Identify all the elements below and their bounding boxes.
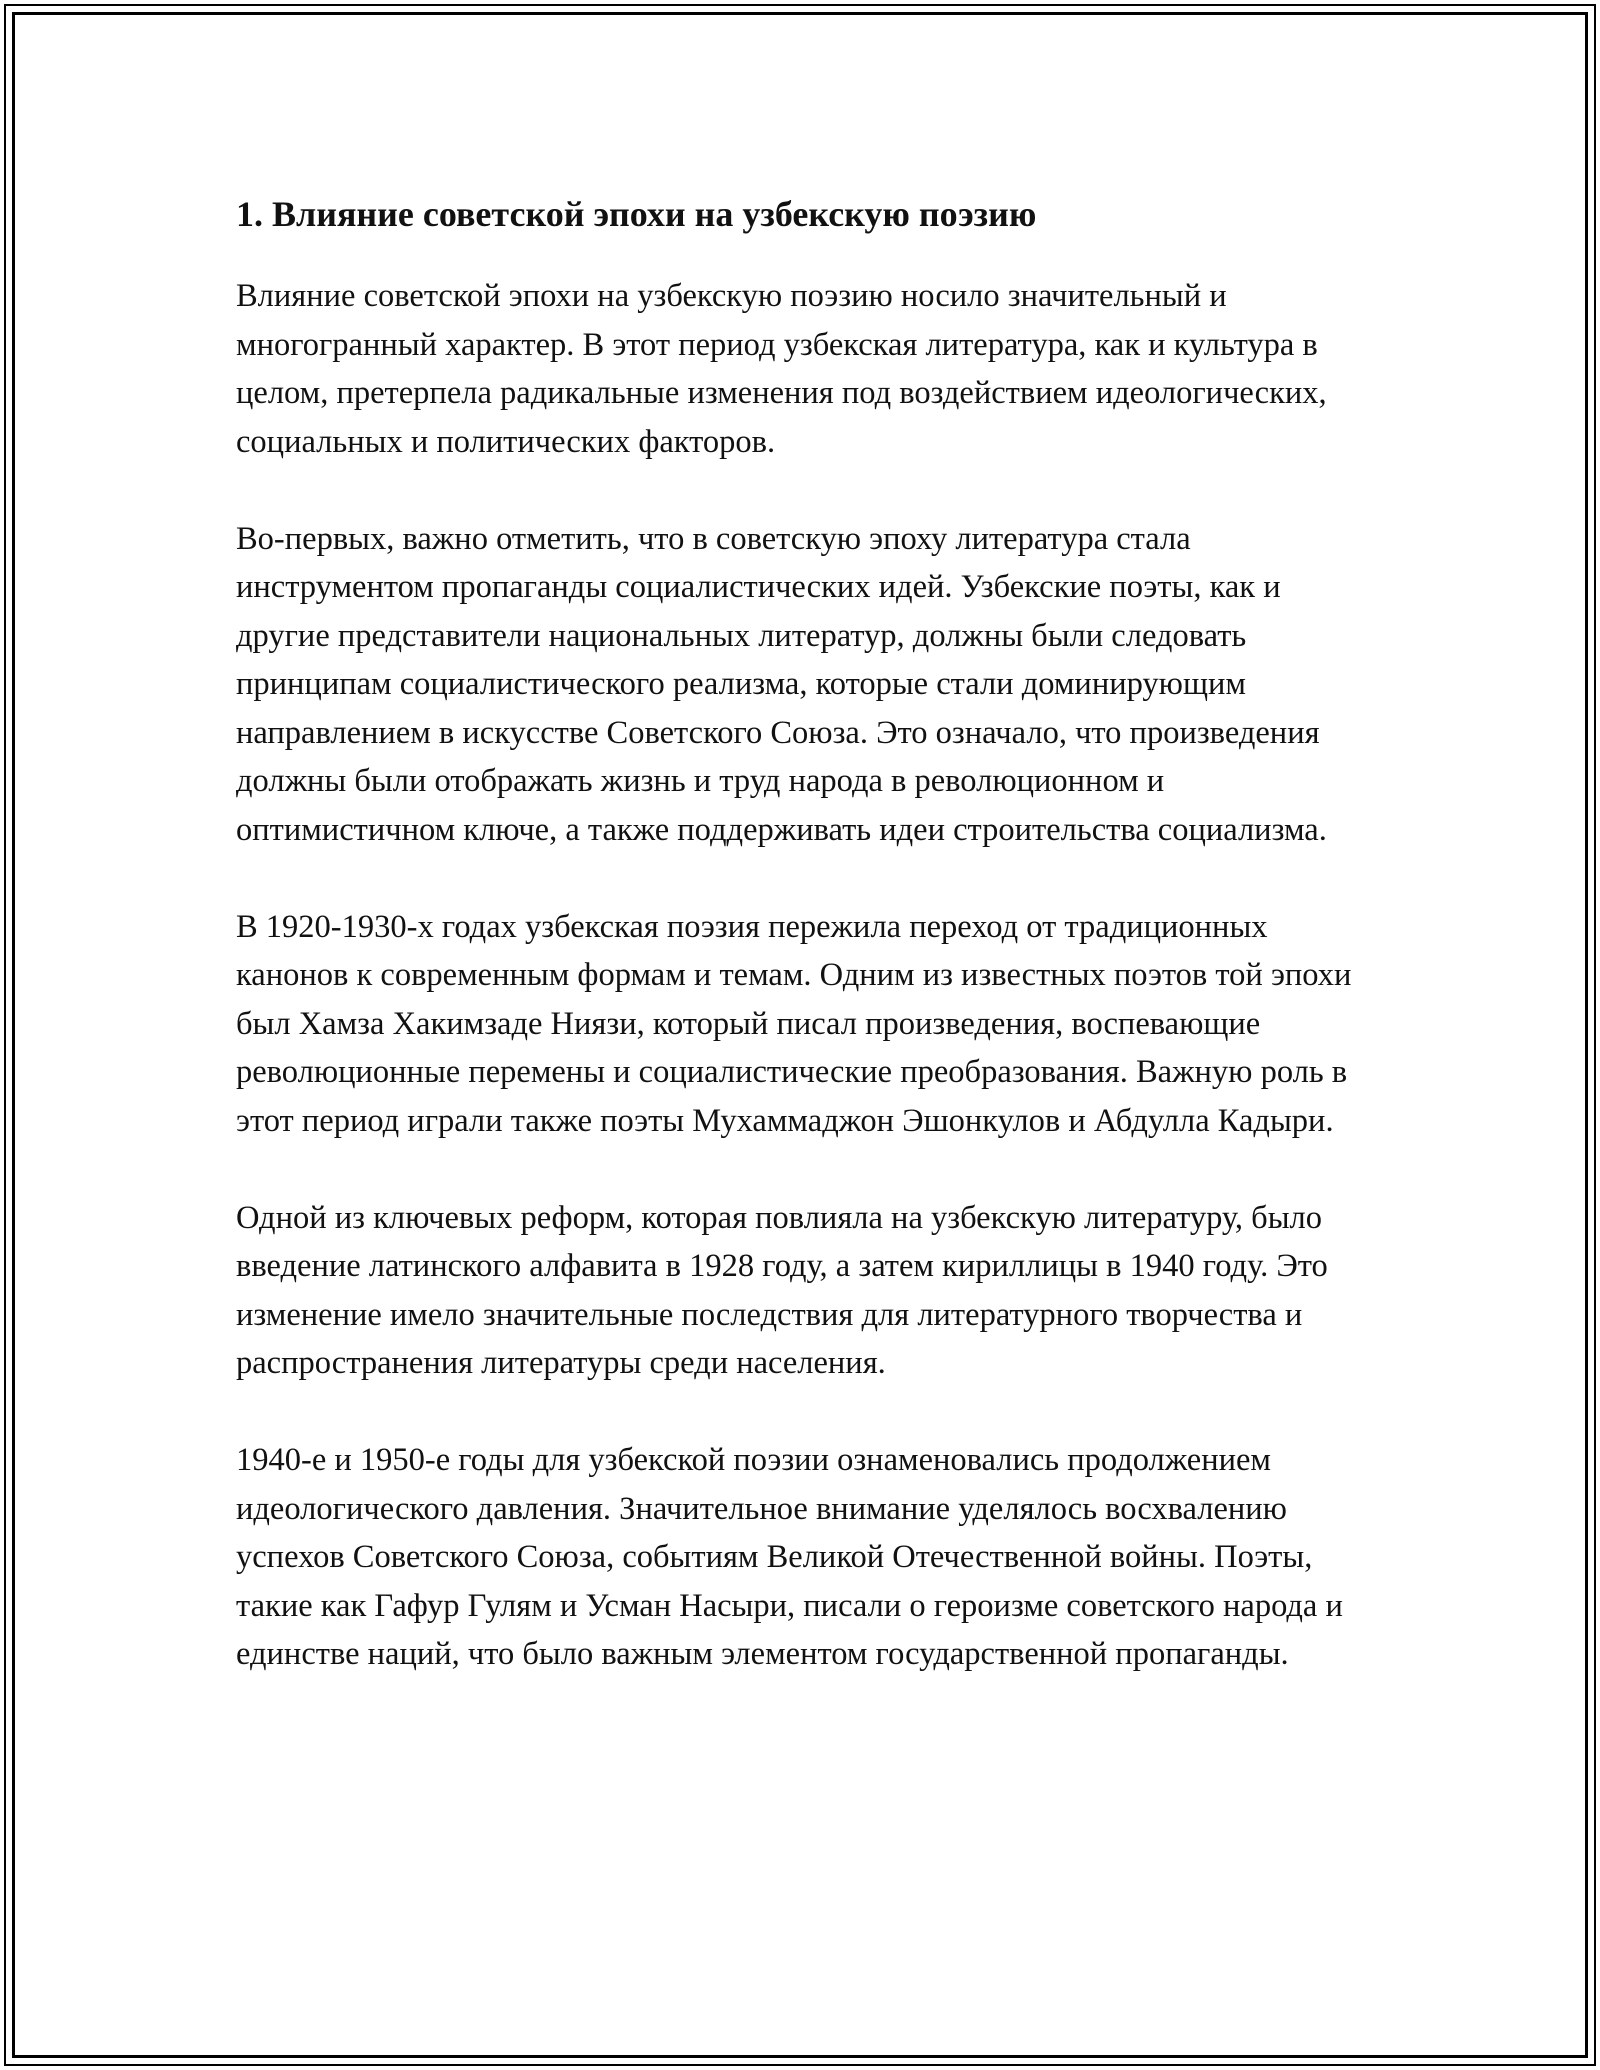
paragraph-1940s-1950s: 1940-е и 1950-е годы для узбекской поэзии ознаменовались продолжением идеологического давления. Значительное внимание уделялось восхвалению успехов Советского Союза, событиям Великой Отечественной войны. Поэты, такие как Гафур Гулям и Усман Насыри, писали о героизме советского народа и единстве наций, что было важным элементом государственной пропаганды. [236, 1442, 1343, 1672]
paragraph-soviet-influence: Влияние советской эпохи на узбекскую поэзию носило значительный и многогранный характер. В этот период узбекская литература, как и культура в целом, претерпела радикальные изменения под воздействием идеологических, социальных и политических факторов. [236, 278, 1327, 460]
section-heading: 1. Влияние советской эпохи на узбекскую поэзию [236, 194, 1037, 234]
document-body [236, 188, 1376, 1727]
paragraph-propaganda: Во-первых, важно отметить, что в советскую эпоху литература стала инструментом пропаганды социалистических идей. Узбекские поэты, как и другие представители национальных литератур, должны были следовать принципам социалистического реализма, которые стали доминирующим направлением в искусстве Советского Союза. Это означало, что произведения должны были отображать жизнь и труд народа в революционном и оптимистичном ключе, а также поддерживать идеи строительства социализма. [236, 520, 1327, 848]
paragraph-1920s-1930s: В 1920-1930-х годах узбекская поэзия пережила переход от традиционных канонов к современным формам и темам. Одним из известных поэтов той эпохи был Хамза Хакимзаде Ниязи, который писал произведения, воспевающие революционные перемены и социалистические преобразования. Важную роль в этот период играли также поэты Мухаммаджон Эшонкулов и Абдулла Кадыри. [236, 908, 1352, 1139]
paragraph-alphabet-reform: Одной из ключевых реформ, которая повлияла на узбекскую литературу, было введение латинского алфавита в 1928 году, а затем кириллицы в 1940 году. Это изменение имело значительные последствия для литературного творчества и распространения литературы среди населения. [236, 1199, 1328, 1381]
